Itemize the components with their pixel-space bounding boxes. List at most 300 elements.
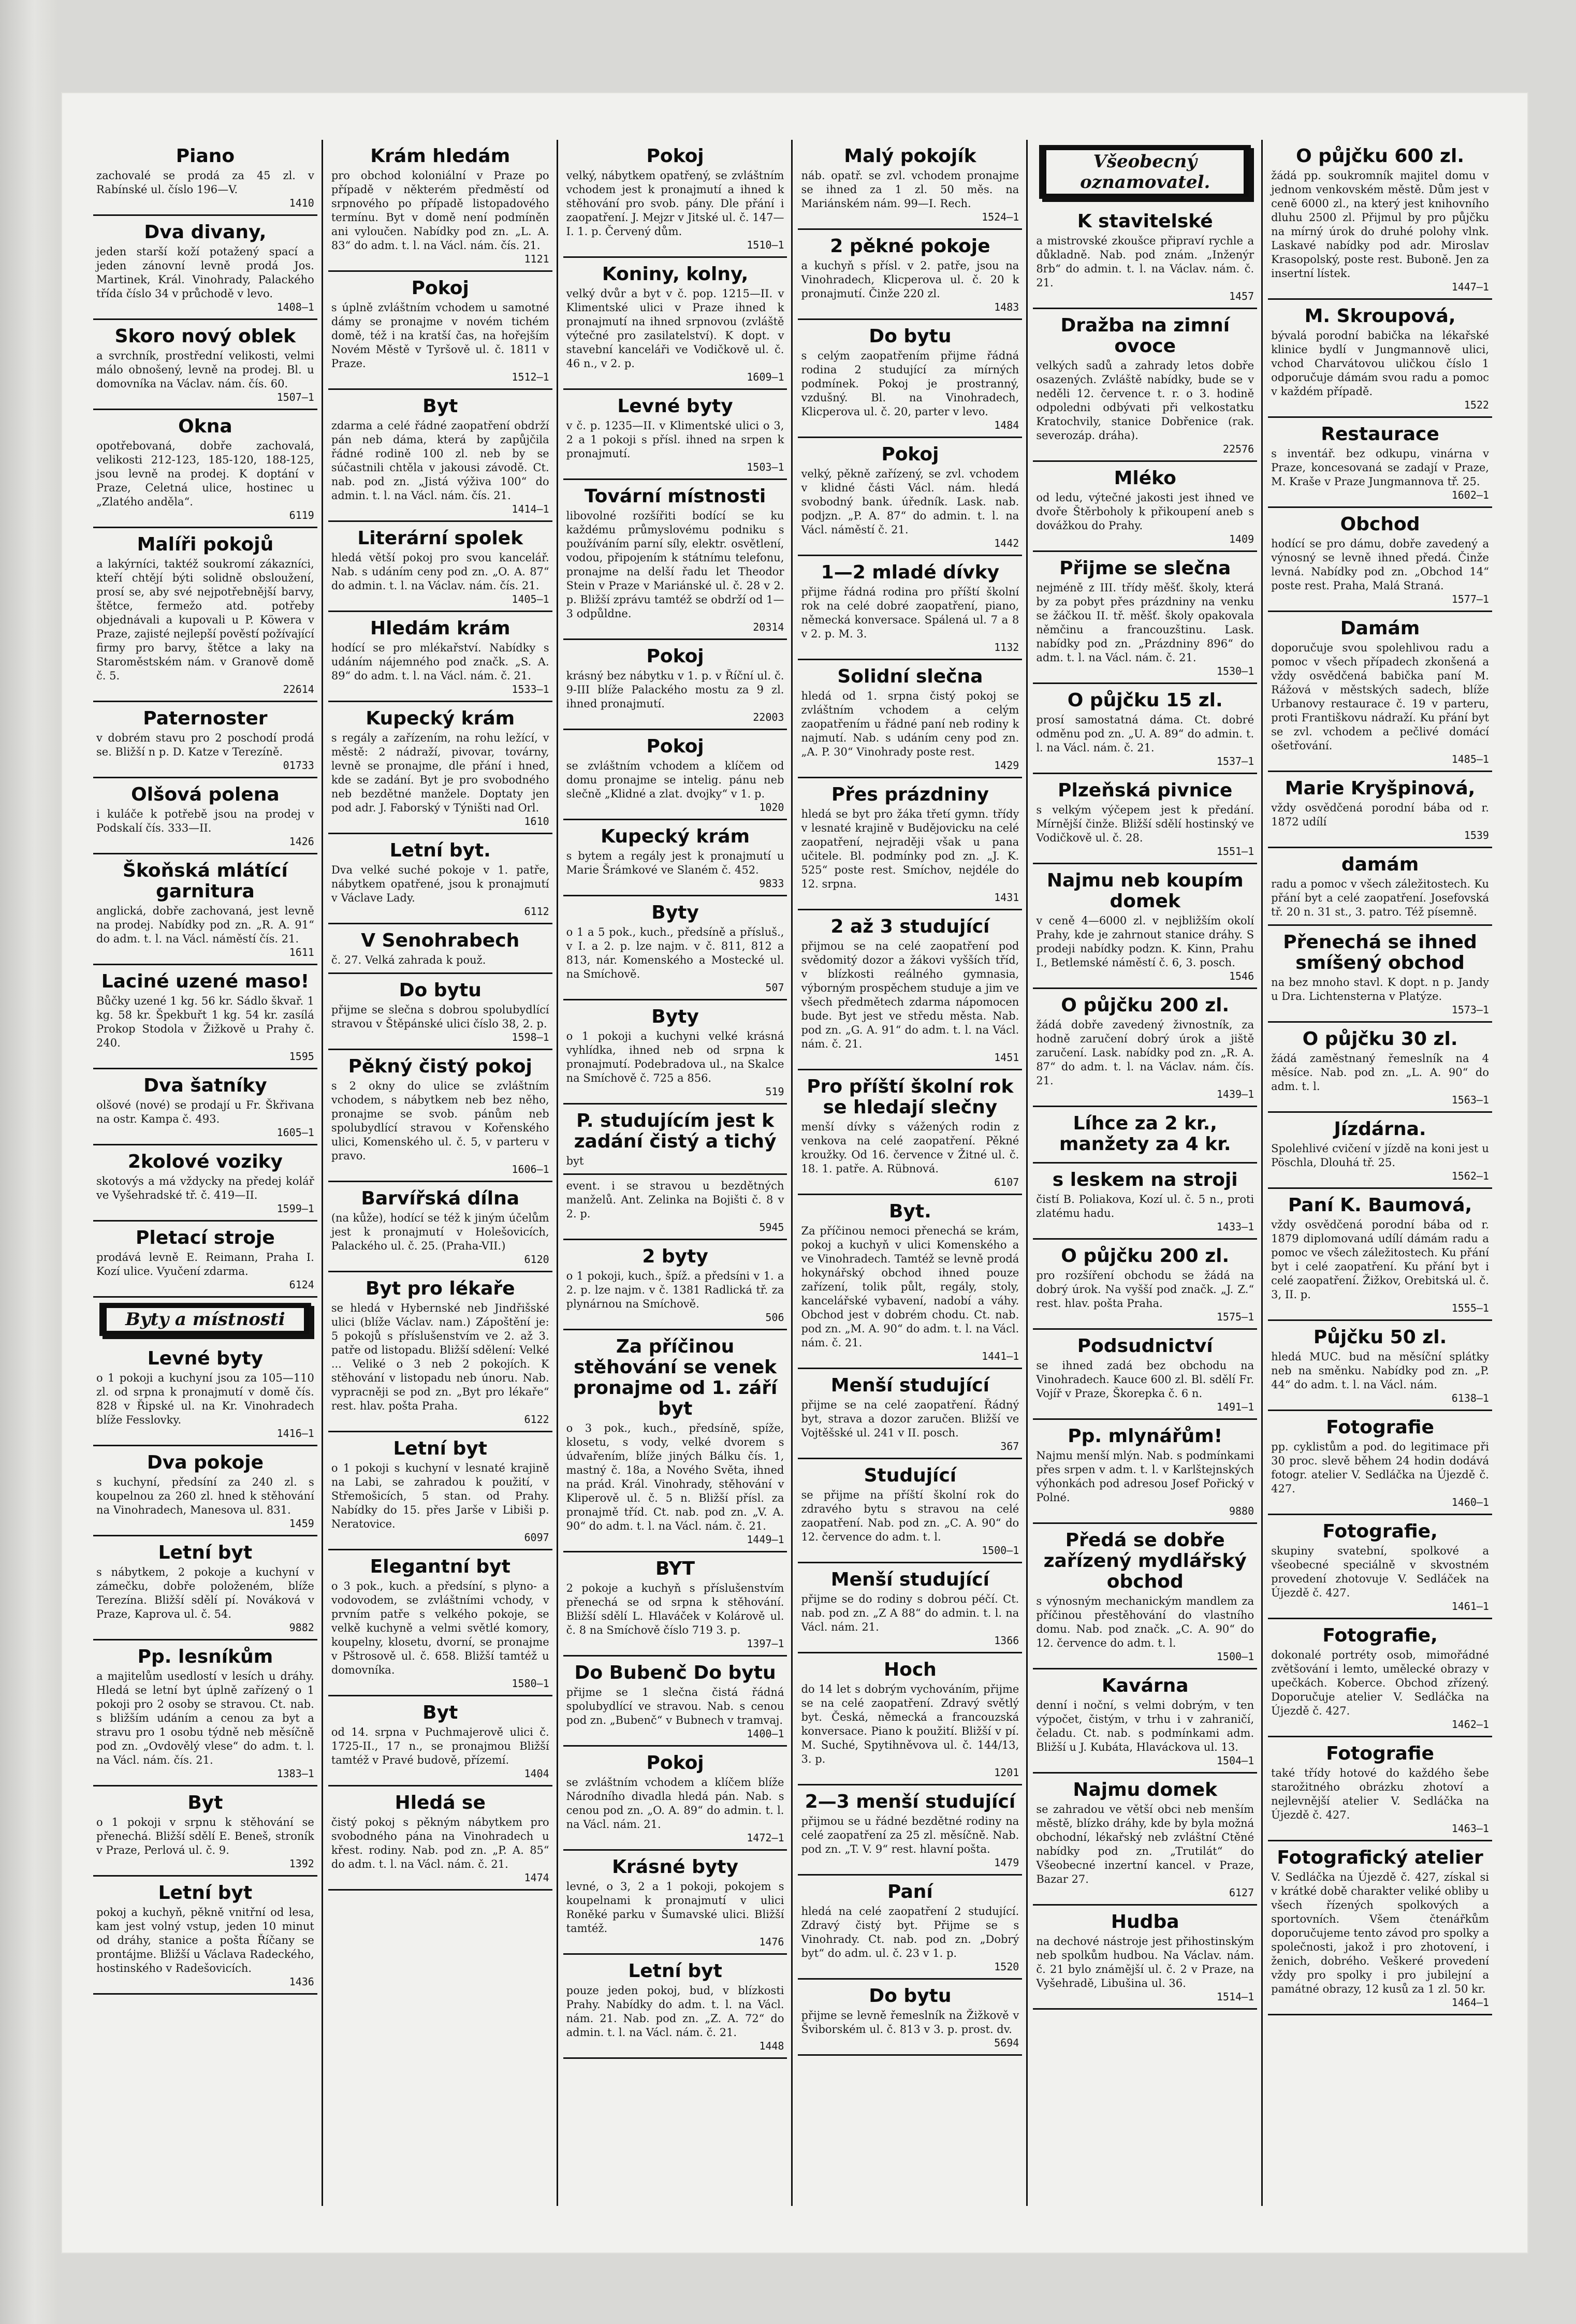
ad-reference-number: 6097 — [524, 1531, 549, 1544]
ad-title: Pokoj — [646, 736, 704, 757]
ad-reference-number: 1522 — [1464, 399, 1489, 411]
ad-title: Elegantní byt — [370, 1556, 510, 1577]
ad-title: Do bytu — [869, 326, 952, 347]
ad-title: Mléko — [1114, 468, 1176, 489]
ad-text: zdarma a celé řádné zaopatření obdrží pán neb dáma, která by zapůjčila řádné rodině 100 zl. neb by se súčastnili chtěla v jakousi závodě. Ct. nab. pod zn. „Jistá výživa 100“ do admin. t. l. na Václ. nám. čís. 21. — [331, 419, 549, 502]
classified-ad — [328, 140, 552, 272]
ad-text: s regály a zařízením, na rohu ležící, v městě: 2 nádraží, pivovar, továrny, levně se pronajme, dle přání i hned, kde se zadání. Byt je pro svobodného neb bezdětné manžele. Doptaty jen pod adr. J. Faborský v Týništi nad Orl. — [331, 732, 549, 814]
ad-text: hledá na celé zaopatření 2 studující. Zdravý čistý byt. Přijme se s Vinohrady. Ct. nab. pod zn. „Dobrý byt“ do adm. ul. č. 23 v 1. p. — [801, 1905, 1019, 1959]
ad-title: M. Skroupová, — [1304, 306, 1456, 327]
ad-reference-number: 5945 — [759, 1221, 784, 1233]
ad-text: přijme se do rodiny s dobrou péčí. Ct. nab. pod zn. „Z A 88“ do admin. t. l. na Václ. nám. 21. — [801, 1593, 1019, 1633]
ad-text: doporučuje svou spolehlivou radu a pomoc v všech případech zkonšená a vždy osvědčená babička paní M. Rážová v městských sadech, blíže Urbanovy restaurace č. 19 v parteru, proti Františkovu nádraží. Ku přání byt se zvl. vchodem a pečlivé domácí ošetřování. — [1271, 642, 1489, 752]
classified-ad — [563, 390, 787, 480]
ad-title: BYT — [655, 1558, 695, 1579]
ad-reference-number: 1551—1 — [1216, 845, 1254, 858]
ad-text: o 1 pokoji v srpnu k stěhování se přenechá. Bližší sdělí E. Beneš, stroník v Praze, Perlová ul. č. 9. — [96, 1816, 314, 1856]
ad-text: přijme řádná rodina pro příští školní rok na celé dobré zaopatření, piano, německá konversace. Spálená ul. 7 a 8 v 2. p. M. 3. — [801, 586, 1019, 640]
ad-reference-number: 519 — [765, 1085, 784, 1098]
ad-title: Malý pokojík — [844, 146, 976, 167]
column-1 — [93, 140, 323, 2206]
ad-title: Byt. — [889, 1201, 931, 1222]
ad-text: s nábytkem, 2 pokoje a kuchyní v zámečku, dobře položeném, blíže Terezína. Bližší sdělí pí. Nováková v Praze, Kaprova ul. č. 54. — [96, 1566, 314, 1620]
ad-text: hledá se byt pro žáka třetí gymn. třídy v lesnaté krajině v Budějovicku na celé zaopatření, nejraději však u pana učitele. Bl. podmínky pod zn. „J. K. 525“ poste rest. Smíchov, nejdéle do 12. srpna. — [801, 808, 1019, 890]
classified-ad — [563, 820, 787, 896]
ad-text: přijme se levně řemeslník na Žižkově v Šviborském ul. č. 813 v 3. p. prost. dv. — [801, 2009, 1019, 2036]
ad-reference-number: 1464—1 — [1451, 1996, 1489, 2009]
classified-ad — [93, 1640, 317, 1786]
ad-reference-number: 1442 — [994, 537, 1019, 549]
ad-title: Paní — [887, 1881, 933, 1902]
ad-text: a kuchyň s přísl. v 2. patře, jsou na Vinohradech, Klicperova ul. č. 20 k pronajmutí. Činže 220 zl. — [801, 259, 1019, 300]
classified-ad — [328, 1550, 552, 1696]
ad-reference-number: 1431 — [994, 891, 1019, 904]
ad-title: Malíři pokojů — [137, 534, 274, 555]
ad-text: náb. opatř. se zvl. vchodem pronajme se ihned za 1 zl. 50 měs. na Mariánském nám. 99—I. Rech. — [801, 169, 1019, 210]
ad-text: od 14. srpna v Puchmajerově ulici č. 1725-II., 17 n., se pronajmou Bližší tamtéž v Pravé budově, přízemí. — [331, 1726, 549, 1766]
ad-text: se přijme na příští školní rok do zdravého bytu s stravou na celé zaopatření. Nab. pod zn. „C. A. 90“ do 12. července do adm. t. l. — [801, 1489, 1019, 1543]
ad-columns — [93, 140, 1496, 2206]
ad-reference-number: 01733 — [283, 759, 314, 772]
ad-title: Dražba na zimní ovoce — [1060, 315, 1230, 357]
ad-title: Pěkný čistý pokoj — [348, 1056, 532, 1077]
ad-reference-number: 1441—1 — [982, 1350, 1019, 1362]
ad-reference-number: 1457 — [1229, 290, 1254, 302]
classified-ad — [1033, 462, 1257, 552]
classified-ad — [1033, 1330, 1257, 1420]
ad-reference-number: 1449—1 — [747, 1533, 784, 1546]
ad-title: K stavitelské — [1077, 211, 1213, 232]
classified-ad — [1268, 926, 1492, 1023]
ad-reference-number: 367 — [1000, 1440, 1019, 1452]
ad-title: P. studujícím jest k zadání čistý a tichý — [574, 1110, 777, 1152]
classified-ad — [798, 1785, 1022, 1876]
ad-title: Pletací stroje — [136, 1227, 275, 1248]
ad-reference-number: 1562—1 — [1451, 1170, 1489, 1182]
ad-reference-number: 1577—1 — [1451, 593, 1489, 605]
classified-ad — [1268, 1113, 1492, 1189]
newspaper-page — [62, 93, 1527, 2253]
ad-reference-number: 6120 — [524, 1253, 549, 1266]
ad-reference-number: 1485—1 — [1451, 753, 1489, 765]
section-heading-general-notices — [1039, 145, 1251, 199]
ad-title: Kavárna — [1101, 1675, 1189, 1696]
classified-ad — [93, 1536, 317, 1640]
ad-text: a lakýrníci, taktéž soukromí zákazníci, kteří chtějí býti solidně obsloužení, prosí se, aby své nejpotřebnější barvy, štětce, fermežo atd. potřeby objednávali a kupovali u P. Köwera v Praze, zajisté nejlepší pověstí požívající firmy pro barvy, štětce a laky na Staroměstském nám. v Granově domě č. 5. — [96, 558, 314, 682]
ad-reference-number: 1524—1 — [982, 211, 1019, 223]
ad-text: pouze jeden pokoj, bud, v blízkosti Prahy. Nabídky do adm. t. l. na Václ. nám. 21. Nab. pod zn. „Z. A. 72“ do admin. t. l. na Václ. nám. č. 21. — [566, 1984, 784, 2039]
ad-title: damám — [1341, 854, 1419, 875]
ad-reference-number: 1514—1 — [1216, 1991, 1254, 2003]
ad-title: 2 pěkné pokoje — [830, 236, 990, 257]
ad-reference-number: 1539 — [1464, 829, 1489, 841]
classified-ad — [93, 965, 317, 1069]
ad-title: 2kolové voziky — [127, 1151, 283, 1172]
ad-title: Menší studující — [830, 1569, 989, 1590]
column-3 — [563, 140, 793, 2206]
ad-title: Dva šatníky — [143, 1075, 267, 1096]
ad-reference-number: 1461—1 — [1451, 1600, 1489, 1613]
classified-ad — [1033, 1420, 1257, 1524]
ad-reference-number: 1503—1 — [747, 461, 784, 473]
ad-text: přijmou se u řádné bezdětné rodiny na celé zaopatření za 25 zl. měsíčně. Nab. pod zn. „T. V. 9“ rest. hlavní pošta. — [801, 1815, 1019, 1855]
ad-text: velký, nábytkem opatřený, se zvláštním vchodem jest k pronajmutí a ihned k stěhování pro svob. pány. Dle přání i zaopatření. J. Mejzr v Jitské ul. č. 147—I. 1. p. Červený dům. — [566, 169, 784, 238]
ad-text: prosí samostatná dáma. Ct. dobré odměnu pod zn. „U. A. 89“ do admin. t. l. na Václ. nám. č. 21. — [1036, 714, 1254, 754]
ad-title: Fotografie, — [1322, 1625, 1438, 1646]
ad-title: O půjčku 200 zl. — [1061, 995, 1230, 1016]
classified-ad — [563, 1000, 787, 1105]
classified-ad — [563, 1955, 787, 2059]
ad-title: Menší studující — [830, 1375, 989, 1396]
classified-ad — [1033, 1164, 1257, 1240]
ad-reference-number: 6127 — [1229, 1886, 1254, 1899]
ad-reference-number: 1533—1 — [512, 683, 549, 695]
ad-text: o 1 pokoji s kuchyní v lesnaté krajině na Labi, se zahradou k použití, v Střemošicích, 5 stan. od Prahy. Nabídky do 15. přes Jarše v Libiši p. Neratovice. — [331, 1462, 549, 1530]
ad-text: č. 27. Velká zahrada k použ. — [331, 954, 486, 966]
ad-text: event. i se stravou u bezdětných manželů. Ant. Zelinka na Bojišti č. 8 v 2. p. — [566, 1180, 784, 1220]
ad-reference-number: 1595 — [289, 1050, 314, 1063]
ad-text: hledá od 1. srpna čistý pokoj se zvláštním vchodem a celým zaopatřením u řádné paní neb rodiny k najmutí. Nab. s udáním ceny pod zn. „A. P. 30“ Vinohrady poste rest. — [801, 690, 1019, 758]
ad-reference-number: 1512—1 — [512, 371, 549, 383]
ad-title: Pp. mlynářům! — [1068, 1426, 1223, 1447]
ad-title: Za příčinou stěhování se venek pronajme od 1. září byt — [573, 1336, 778, 1419]
ad-reference-number: 1392 — [289, 1857, 314, 1870]
ad-reference-number: 22003 — [753, 711, 784, 723]
ad-text: na bez mnoho stavl. K dopt. n p. Jandy u Dra. Lichtensterna v Platýze. — [1271, 976, 1489, 1003]
ad-title: Hledám krám — [370, 618, 510, 639]
ad-title: Do bytu — [869, 1985, 952, 2007]
classified-ad — [563, 258, 787, 390]
ad-title: Kupecký krám — [601, 826, 750, 847]
ad-text: radu a pomoc v všech záležitostech. Ku přání byt a celé zaopatření. Josefovská tř. 20 n. 31 st., 3. patro. Též písemně. — [1271, 878, 1489, 918]
classified-ad — [93, 778, 317, 854]
ad-title: 1—2 mladé dívky — [821, 562, 1000, 583]
classified-ad — [1268, 772, 1492, 848]
column-6 — [1268, 140, 1496, 2206]
ad-reference-number: 1491—1 — [1216, 1401, 1254, 1413]
classified-ad — [1268, 612, 1492, 772]
ad-text: žádá zaměstnaný řemeslník na 4 měsíce. Nab. pod zn. „L. A. 90“ do adm. t. l. — [1271, 1052, 1489, 1093]
classified-ad — [563, 640, 787, 730]
ad-reference-number: 1610 — [524, 815, 549, 827]
ad-text: se zvláštním vchodem a klíčem blíže Národního divadla hledá pán. Nab. s cenou pod zn. „O. A. 89“ do admin. t. l. na Václ. nám. 21. — [566, 1776, 784, 1831]
ad-title: Skoro nový oblek — [114, 326, 296, 347]
ad-text: o 3 pok., kuch. a předsíní, s plyno- a vodovodem, se zvláštními vchody, v prvním patře s velkého pokoje, se velkě kuchyně a velmi světlé komory, koupelny, klosetu, dvorní, se pronajme v Pštrosově ul. č. 658. Bližší tamtéž u domovníka. — [331, 1580, 549, 1676]
classified-ad — [93, 140, 317, 216]
classified-ad — [1033, 205, 1257, 309]
ad-title: Obchod — [1340, 514, 1420, 535]
ad-reference-number: 1451 — [994, 1051, 1019, 1064]
ad-reference-number: 6119 — [289, 509, 314, 521]
ad-title: Pokoj — [411, 278, 469, 299]
classified-ad — [328, 522, 552, 612]
section-heading-text: Všeobecný oznamovatel. — [1046, 150, 1244, 194]
ad-reference-number: 1563—1 — [1451, 1094, 1489, 1106]
ad-text: a majitelům usedlostí v lesích u dráhy. Hledá se letní byt úplně zařízený o 1 pokoji pro 2 osoby se stravou. Ct. nab. s bližším udáním a cenou za byt a stravu pro 1 osobu týdně neb měsíčně pod zn. „Ovdovělý vlese“ do adm. t. l. na Václ. nám. čís. 21. — [96, 1670, 314, 1766]
ad-reference-number: 1436 — [289, 1976, 314, 1988]
ad-title: Předá se dobře zařízený mydlářský obchod — [1043, 1530, 1247, 1592]
classified-ad — [1268, 418, 1492, 508]
classified-ad — [93, 702, 317, 778]
ad-title: Letní byt. — [389, 840, 491, 861]
ad-title: Restaurace — [1321, 424, 1439, 445]
ad-text: v dobrém stavu pro 2 poschodí prodá se. Bližší n p. D. Katze v Terezíně. — [96, 732, 314, 758]
ad-text: vždy osvědčená porodní bába od r. 1872 udílí — [1271, 802, 1489, 828]
ad-reference-number: 1520 — [994, 1960, 1019, 1973]
ad-reference-number: 1400—1 — [747, 1727, 784, 1740]
ad-text: pp. cyklistům a pod. do legitimace při 30 proc. slevě během 24 hodin dodává fotogr. atelier V. Sedláčka na Újezdě č. 427. — [1271, 1441, 1489, 1495]
classified-ad — [1033, 1524, 1257, 1669]
classified-ad — [798, 320, 1022, 438]
ad-title: Letní byt — [393, 1438, 487, 1459]
ad-reference-number: 5694 — [994, 2037, 1019, 2049]
ad-title: Fotografie, — [1322, 1521, 1438, 1542]
classified-ad — [328, 1696, 552, 1786]
ad-title: Barvířská dílna — [361, 1188, 520, 1209]
ad-text: o 1 pokoji a kuchyni velké krásná vyhlídka, ihned neb od srpna k pronajmutí. Podebradova ul., na Skalce na Smíchově č. 725 a 856. — [566, 1030, 784, 1084]
ad-text: přijmou se na celé zaopatření pod svědomitý dozor a žákovi vyšších tříd, v blízkosti reálného gymnasia, výborným prospěchem studuje a jim ve všech předmětech zdarma nápomocen bude. Byt jest ve středu města. Nab. pod zn. „G. A. 91“ do adm. t. l. na Václ. nám. č. 21. — [801, 940, 1019, 1050]
ad-reference-number: 1121 — [524, 253, 549, 265]
ad-reference-number: 1410 — [289, 197, 314, 209]
ad-text: pro rozšíření obchodu se žádá na dobrý úrok. Na vyšší pod značk. „J. Z.“ rest. hlav. pošta Praha. — [1036, 1269, 1254, 1310]
classified-ad — [328, 390, 552, 522]
ad-text: hledá MUC. bud na měsíční splátky neb na směnku. Nabídky pod zn. „P. 44“ do adm. t. l. na Václ. nám. — [1271, 1350, 1489, 1391]
classified-ad — [1268, 848, 1492, 926]
ad-reference-number: 1605—1 — [276, 1126, 314, 1139]
classified-ad — [328, 612, 552, 702]
ad-reference-number: 1479 — [994, 1856, 1019, 1869]
ad-title: Paní K. Baumová, — [1288, 1195, 1472, 1216]
classified-ad — [1268, 1515, 1492, 1619]
ad-reference-number: 1602—1 — [1451, 489, 1489, 501]
ad-reference-number: 1609—1 — [747, 371, 784, 383]
classified-ad — [798, 140, 1022, 230]
ad-text: hodící se pro dámu, dobře zavedený a výnosný se levně ihned předá. Činže levná. Nabídky pod zn. „Obchod 14“ poste rest. Praha, Malá Straná. — [1271, 538, 1489, 592]
ad-text: přijme se slečna s dobrou spolubydlící stravou v Štěpánské ulici číslo 38, 2. p. — [331, 1004, 549, 1030]
ad-text: v ceně 4—6000 zl. v nejbližším okolí Prahy, kde je zahrnout stanice dráhy. S prodeji nabídky podzn. K. Kinn, Prahu I., Betlemské náměstí č. 6, 3. posch. — [1036, 914, 1254, 969]
classified-ad — [563, 140, 787, 258]
ad-reference-number: 1447—1 — [1451, 281, 1489, 293]
ad-title: Marie Kryšpinová, — [1285, 778, 1476, 799]
classified-ad — [798, 660, 1022, 778]
classified-ad — [798, 1653, 1022, 1785]
ad-reference-number: 1573—1 — [1451, 1004, 1489, 1016]
ad-title: Krám hledám — [370, 146, 510, 167]
classified-ad — [1268, 1023, 1492, 1113]
ad-reference-number: 1575—1 — [1216, 1311, 1254, 1323]
classified-ad — [93, 1446, 317, 1536]
ad-title: O půjčku 30 zl. — [1302, 1028, 1458, 1050]
ad-reference-number: 1500—1 — [1216, 1650, 1254, 1663]
classified-ad — [328, 974, 552, 1050]
ad-reference-number: 506 — [765, 1311, 784, 1324]
ad-reference-number: 9880 — [1229, 1505, 1254, 1517]
ad-title: Plzeňská pivnice — [1058, 780, 1233, 801]
ad-text: se zvláštním vchodem a klíčem od domu pronajme se intelig. pánu neb slečně „Klidné a zlat. dvojky“ v 1. p. — [566, 760, 784, 800]
ad-reference-number: 1463—1 — [1451, 1822, 1489, 1835]
ad-reference-number: 1555—1 — [1451, 1302, 1489, 1314]
ad-title: Dva divany, — [144, 222, 267, 243]
ad-title: Byt — [187, 1792, 223, 1813]
ad-text: velký dvůr a byt v č. pop. 1215—II. v Klimentské ulici v Praze ihned k pronajmutí na ihned srpnovou (zvláště výtečné pro zasilatelství). K dopt. v stavební kanceláři ve Vodičkově ul. č. 46 n., v 2. p. — [566, 287, 784, 370]
ad-title: O půjčku 15 zl. — [1067, 690, 1223, 711]
ad-text: Bůčky uzené 1 kg. 56 kr. Sádlo škvař. 1 kg. 58 kr. Špekbuřt 1 kg. 54 kr. zasílá Prokop Stodola v Žižkově u Prahy č. 240. — [96, 995, 314, 1049]
ad-title: Škoňská mlátící garnitura — [122, 860, 288, 902]
ad-reference-number: 1462—1 — [1451, 1718, 1489, 1731]
classified-ad — [93, 1342, 317, 1446]
ad-text: do 14 let s dobrým vychováním, přijme se na celé zaopatření. Zdravý světlý byt. Česká, německá a francouzská konversace. Piano k použití. Bližší v pí. M. Suché, Spytihněvova ul. č. 144/13, 3. p. — [801, 1683, 1019, 1765]
classified-ad — [563, 1657, 787, 1747]
ad-reference-number: 507 — [765, 981, 784, 994]
ad-text: pro obchod koloniální v Praze po případě v některém předměstí od srpnového po případě listopadového termínu. Byt v domě není podmíněn ani vyloučen. Nabídky pod zn. „L. A. 83“ do adm. t. l. na Václ. nám. čís. 21. — [331, 169, 549, 252]
ad-reference-number: 1416—1 — [276, 1427, 314, 1440]
classified-ad — [563, 480, 787, 640]
classified-ad — [1033, 1107, 1257, 1164]
ad-title: Do bytu — [399, 980, 481, 1001]
ad-title: Levné byty — [147, 1348, 264, 1369]
classified-ad — [798, 910, 1022, 1070]
ad-text: přijme se 1 slečna čistá řádná spolubydlící ve stravou. Nab. s cenou pod zn. „Bubenč“ v Bubnech v tramvaj. — [566, 1686, 784, 1726]
ad-reference-number: 1414—1 — [512, 503, 549, 515]
ad-title: V Senohrabech — [361, 930, 520, 951]
ad-title: Krásné byty — [612, 1856, 738, 1878]
ad-text: s 2 okny do ulice se zvláštním vchodem, s nábytkem neb bez něho, pronajme se svob. pánům neb spolubydlící stravou v Kořenského ulici, Komenského ul. č. 5, v parteru v pravo. — [331, 1080, 549, 1162]
ad-title: Kupecký krám — [366, 708, 515, 729]
ad-title: Pokoj — [881, 444, 939, 465]
ad-text: menší dívky s vážených rodin z venkova na celé zaopatření. Pěkné kroužky. Od 16. července v Žitné ul. č. 18. 1. patře. A. Rübnová. — [801, 1121, 1019, 1175]
section-heading-apartments — [99, 1303, 311, 1336]
ad-text: hodící se pro mlékařství. Nabídky s udáním nájemného pod značk. „S. A. 89“ do adm. t. l. na Václ. nám. č. 21. — [331, 642, 549, 682]
ad-text: velký, pěkně zařízený, se zvl. vchodem v klidné části Václ. nám. hledá svobodný bank. úředník. Lask. nab. podjzn. „P. A. 87“ do admin. t. l. na Václ. náměstí č. 21. — [801, 468, 1019, 536]
ad-reference-number: 1132 — [994, 641, 1019, 653]
ad-title: Letní byt — [158, 1542, 253, 1563]
ad-text: velkých sadů a zahrady letos dobře osazených. Zvláště nabídky, bude se v neděli 12. července t. r. o 3. hodině odpoledni odbývati při velkostatku Kratochvily, stanice Dobřenice (rak. severozáp. dráha). — [1036, 359, 1254, 442]
classified-ad — [1268, 1841, 1492, 2015]
ad-text: o 1 a 5 pok., kuch., předsíně a přísluš., v I. a 2. p. lze najm. v č. 811, 812 a 813, nár. Komenského a Mostecké ul. na Smíchově. — [566, 926, 784, 980]
classified-ad — [93, 216, 317, 320]
ad-text: dokonalé portréty osob, mimořádné zvětšování i lemto, umělecké obrazy v upečkách. Koberce. Obchod zřízený. Doporučuje atelier V. Sedláčka na Újezdě č. 427. — [1271, 1649, 1489, 1717]
ad-reference-number: 1611 — [289, 946, 314, 958]
classified-ad — [563, 1552, 787, 1657]
classified-ad — [563, 1240, 787, 1330]
ad-title: Byty — [651, 1006, 699, 1027]
classified-ad — [1268, 1737, 1492, 1841]
ad-title: Solidní slečna — [837, 666, 983, 687]
ad-title: Byt — [422, 1702, 458, 1723]
classified-ad — [1268, 140, 1492, 300]
ad-reference-number: 1429 — [994, 759, 1019, 772]
ad-text: o 3 pok., kuch., předsíně, spíže, klosetu, s vody, velké dvorem s údvařením, blíže jiných Bálku čís. 1, mastný č. 18a, a Nového Světa, ihned na prád. Král. Vinohrady, stěhování v Kliperově ul. č. 5 n. Bližší přísl. za pronajmě tříd. Ct. nab. pod zn. „V. A. 90“ do adm. t. l. na Václ. nám. č. 21. — [566, 1422, 784, 1532]
classified-ad — [328, 834, 552, 924]
classified-ad — [1268, 1619, 1492, 1737]
ad-title: O půjčku 200 zl. — [1061, 1245, 1230, 1267]
classified-ad — [93, 410, 317, 528]
classified-ad — [328, 272, 552, 390]
ad-reference-number: 9833 — [759, 877, 784, 890]
ad-title: O půjčku 600 zl. — [1296, 146, 1465, 167]
classified-ad — [1033, 1774, 1257, 1906]
ad-text: čistí B. Poliakova, Kozí ul. č. 5 n., proti zlatému hadu. — [1036, 1193, 1254, 1219]
ad-title: Byt pro lékaře — [365, 1278, 515, 1299]
ad-title: Podsudnictví — [1077, 1335, 1213, 1357]
classified-ad — [93, 1222, 317, 1298]
ad-reference-number: 1483 — [994, 301, 1019, 313]
ad-title: Najmu domek — [1073, 1779, 1218, 1800]
classified-ad — [1033, 1240, 1257, 1330]
ad-text: o 1 pokoji, kuch., špíž. a předsíni v 1. a 2. p. lze najm. v č. 1381 Radlická tř. za plynárnou na Smíchově. — [566, 1270, 784, 1310]
ad-reference-number: 1366 — [994, 1634, 1019, 1647]
ad-text: Spolehlivé cvičení v jízdě na koni jest u Pöschla, Dlouhá tř. 25. — [1271, 1142, 1489, 1169]
ad-reference-number: 1546 — [1229, 970, 1254, 982]
ad-text: na dechové nástroje jest přihostinským neb spolkům hudbou. Na Václav. nám. č. 21 bylo známější ul. č. 2 v Praze, na Vyšehradě, Libušina ul. 36. — [1036, 1935, 1254, 1989]
ad-title: Levné byty — [617, 396, 733, 417]
ad-text: levné, o 3, 2 a 1 pokoji, pokojem s koupelnami k pronajmutí v ulici Roněké parku v Šumavské ulici. Bližší tamtéž. — [566, 1880, 784, 1935]
ad-text: skupiny svatební, spolkové a všeobecné speciálně v skvostném provedení zhotovuje V. Sedláček na Újezdě č. 427. — [1271, 1545, 1489, 1599]
ad-text: s kuchyní, předsíní za 240 zl. s koupelnou za 260 zl. hned k stěhování na Vinohradech, Manesova ul. 831. — [96, 1476, 314, 1516]
ad-reference-number: 1580—1 — [512, 1677, 549, 1690]
ad-reference-number: 1426 — [289, 835, 314, 848]
ad-title: Studující — [864, 1465, 957, 1486]
ad-title: Pp. lesníkům — [137, 1646, 273, 1667]
ad-reference-number: 1405—1 — [512, 593, 549, 605]
ad-reference-number: 6138—1 — [1451, 1392, 1489, 1404]
classified-ad — [328, 702, 552, 834]
ad-text: prodává levně E. Reimann, Praha I. Kozí ulice. Vyučení zdarma. — [96, 1251, 314, 1277]
ad-reference-number: 1408—1 — [276, 301, 314, 313]
ad-reference-number: 9882 — [289, 1621, 314, 1634]
classified-ad — [563, 1330, 787, 1552]
ad-title: Paternoster — [143, 708, 268, 729]
classified-ad — [93, 320, 317, 410]
ad-reference-number: 1484 — [994, 419, 1019, 431]
ad-text: také třídy hotové do každého šebe starožitného obrázku zhotoví a nejlevnější atelier V. Sedláčka na Újezdě č. 427. — [1271, 1767, 1489, 1821]
classified-ad — [328, 1050, 552, 1182]
ad-text: s celým zaopatřením přijme řádná rodina 2 studující za mírných podmínek. Pokoj je prostranný, vzdušný. Bl. na Vinohradech, Klicperova ul. č. 20, parter v levo. — [801, 350, 1019, 418]
ad-reference-number: 6124 — [289, 1279, 314, 1291]
ad-text: opotřebovaná, dobře zachovalá, velikosti 212-123, 185-120, 188-125, jsou levně na prodej. K doptání v Praze, Celetná ulice, hostinec u „Zlatého anděla“. — [96, 440, 314, 508]
ad-reference-number: 1397—1 — [747, 1637, 784, 1650]
ad-title: Líhce za 2 kr., manžety za 4 kr. — [1059, 1113, 1231, 1155]
classified-ad — [328, 924, 552, 974]
ad-text: se zahradou ve větší obci neb menším městě, blízko dráhy, kde by byla možná obchodní, lékařský neb zvláštní Ctěné nabídky pod zn. „Trutilát“ do Všeobecné inzertní kancel. v Praze, Bazar 27. — [1036, 1803, 1254, 1885]
ad-text: vždy osvědčená porodní bába od r. 1879 diplomovaná udílí dámám radu a pomoc ve všech záležitostech. Ku přání byt i celé zaopatření. Ku přání byt i celé zaopatření. Žižkov, Orebitská ul. č. 3, II. p. — [1271, 1218, 1489, 1301]
classified-ad — [328, 1432, 552, 1550]
column-2 — [328, 140, 558, 2206]
ad-reference-number: 22576 — [1222, 443, 1254, 455]
classified-ad — [563, 1851, 787, 1955]
ad-reference-number: 1500—1 — [982, 1544, 1019, 1557]
ad-title: Fotografie — [1326, 1743, 1434, 1764]
ad-text: zachovalé se prodá za 45 zl. v Rabínské ul. číslo 196—V. — [96, 169, 314, 196]
ad-title: Okna — [178, 416, 232, 437]
ad-text: olšové (nové) se prodají u Fr. Škřivana na ostr. Kampa č. 493. — [96, 1099, 314, 1125]
ad-text: V. Sedláčka na Újezdě č. 427, získal si v krátké době charakter veliké obliby u všech řízených spolkových a sportovních. Všem čtenářkům doporučujeme tento závod pro spolky a společnosti, jakož i pro zhotovení, i ženich, dobrého. Veškeré provedení vždy pro spolky i pro jubilejní a památné obrazy, 12 kusů za 1 zl. 50 kr. — [1271, 1871, 1489, 1995]
ad-reference-number: 1476 — [759, 1936, 784, 1948]
ad-title: Jízdárna. — [1334, 1119, 1426, 1140]
ad-text: a svrchník, prostřední velikosti, velmi málo obnošený, levně na prodej. Bl. u domovníka na Václav. nám. čís. 60. — [96, 350, 314, 390]
ad-reference-number: 6112 — [524, 905, 549, 918]
classified-ad — [93, 1069, 317, 1145]
ad-title: Letní byt — [628, 1960, 722, 1982]
classified-ad — [1033, 684, 1257, 774]
ad-title: s leskem na stroji — [1052, 1169, 1238, 1190]
classified-ad — [1033, 864, 1257, 989]
ad-reference-number: 1404 — [524, 1767, 549, 1780]
ad-title: Pokoj — [646, 646, 704, 667]
ad-text: skotovýs a má vždycky na předej kolář ve Vyšehradské tř. č. 419—II. — [96, 1175, 314, 1201]
ad-text: přijme se na celé zaopatření. Řádný byt, strava a dozor zaručen. Bližší ve Vojtěšské ul. 241 v II. posch. — [801, 1399, 1019, 1439]
ad-title: Do Bubenč Do bytu — [574, 1662, 776, 1683]
